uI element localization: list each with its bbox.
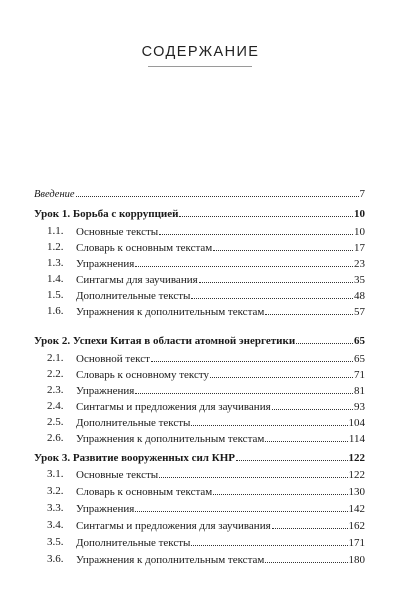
leader-dots (135, 256, 353, 267)
toc-item-label: Словарь к основным текстам (76, 242, 213, 254)
toc-item-label: Упражнения (76, 258, 135, 270)
toc-item-label: Упражнения (76, 385, 135, 397)
leader-dots (272, 518, 348, 529)
toc-item-label: Словарь к основным текстам (76, 486, 213, 498)
leader-dots (191, 288, 353, 299)
toc-page-number: 93 (354, 401, 365, 413)
toc-item-1-2[interactable] (0, 240, 401, 254)
leader-dots (199, 272, 353, 283)
toc-item-label: Синтагмы для заучивания (76, 274, 198, 286)
toc-item-3-3[interactable] (0, 501, 401, 515)
toc-item-number: 2.2. (47, 368, 64, 380)
leader-dots (151, 351, 353, 362)
toc-item-number: 2.6. (47, 432, 64, 444)
toc-item-number: 1.3. (47, 257, 64, 269)
toc-item-label: Основной текст (76, 353, 150, 365)
toc-page-number: 180 (348, 554, 365, 566)
toc-item-1-6[interactable] (0, 304, 401, 318)
toc-page-number: 23 (354, 258, 365, 270)
toc-item-number: 3.2. (47, 485, 64, 497)
toc-page-number: 35 (354, 274, 365, 286)
toc-lesson-label: Урок 2. Успехи Китая в области атомной энергетики (34, 335, 296, 347)
toc-item-label: Упражнения (76, 503, 135, 515)
toc-item-2-3[interactable] (0, 383, 401, 397)
toc-entry-label: Введение (34, 189, 75, 200)
toc-item-label: Дополнительные тексты (76, 417, 191, 429)
toc-page-number: 171 (348, 537, 365, 549)
toc-lesson-3[interactable] (0, 450, 401, 464)
toc-lesson-label: Урок 1. Борьба с коррупцией (34, 208, 179, 220)
leader-dots (213, 484, 347, 495)
toc-item-number: 2.4. (47, 400, 64, 412)
leader-dots (272, 399, 353, 410)
toc-item-label: Синтагмы и предложения для заучивания (76, 520, 271, 532)
toc-page-number: 142 (348, 503, 365, 515)
toc-page-number: 71 (354, 369, 365, 381)
toc-item-3-2[interactable] (0, 484, 401, 498)
toc-page-number: 48 (354, 290, 365, 302)
toc-item-number: 3.3. (47, 502, 64, 514)
leader-dots (296, 333, 353, 344)
toc-item-label: Упражнения к дополнительным текстам (76, 554, 265, 566)
toc-item-number: 3.4. (47, 519, 64, 531)
leader-dots (135, 383, 353, 394)
leader-dots (265, 552, 347, 563)
leader-dots (159, 467, 347, 478)
toc-item-2-6[interactable] (0, 431, 401, 445)
toc-item-1-3[interactable] (0, 256, 401, 270)
toc-item-2-5[interactable] (0, 415, 401, 429)
toc-item-label: Основные тексты (76, 226, 159, 238)
toc-item-2-4[interactable] (0, 399, 401, 413)
toc-item-number: 3.1. (47, 468, 64, 480)
toc-item-number: 1.6. (47, 305, 64, 317)
leader-dots (236, 450, 348, 461)
toc-page-number: 57 (354, 306, 365, 318)
page-title: СОДЕРЖАНИЕ (141, 44, 260, 60)
toc-item-label: Основные тексты (76, 469, 159, 481)
toc-page-number: 65 (354, 353, 365, 365)
toc-item-3-4[interactable] (0, 518, 401, 532)
toc-page-number: 114 (348, 433, 365, 445)
toc-item-number: 1.5. (47, 289, 64, 301)
leader-dots (179, 206, 353, 217)
toc-lesson-2[interactable] (0, 333, 401, 347)
toc-item-number: 1.1. (47, 225, 64, 237)
toc-item-label: Синтагмы и предложения для заучивания (76, 401, 271, 413)
toc-item-label: Упражнения к дополнительным текстам (76, 306, 265, 318)
toc-item-1-1[interactable] (0, 224, 401, 238)
toc-item-label: Дополнительные тексты (76, 537, 191, 549)
toc-item-number: 3.6. (47, 553, 64, 565)
toc-item-number: 3.5. (47, 536, 64, 548)
leader-dots (135, 501, 347, 512)
toc-item-label: Упражнения к дополнительным текстам (76, 433, 265, 445)
toc-item-2-2[interactable] (0, 367, 401, 381)
toc-item-number: 2.1. (47, 352, 64, 364)
leader-dots (213, 240, 353, 251)
leader-dots (265, 431, 348, 442)
toc-page-number: 162 (348, 520, 365, 532)
toc-page-number: 104 (348, 417, 365, 429)
toc-page-number: 130 (348, 486, 365, 498)
leader-dots (191, 415, 347, 426)
toc-item-2-1[interactable] (0, 351, 401, 365)
leader-dots (265, 304, 353, 315)
toc-page-number: 65 (354, 335, 365, 347)
toc-page-number: 17 (354, 242, 365, 254)
toc-intro[interactable] (0, 186, 401, 200)
toc-item-number: 1.4. (47, 273, 64, 285)
toc-item-label: Дополнительные тексты (76, 290, 191, 302)
toc-page-number: 7 (359, 188, 365, 200)
toc-item-3-6[interactable] (0, 552, 401, 566)
toc-item-number: 2.3. (47, 384, 64, 396)
toc-page-number: 81 (354, 385, 365, 397)
leader-dots (191, 535, 347, 546)
toc-lesson-label: Урок 3. Развитие вооруженных сил КНР (34, 452, 235, 464)
toc-item-3-5[interactable] (0, 535, 401, 549)
toc-item-3-1[interactable] (0, 467, 401, 481)
toc-page-number: 122 (348, 469, 365, 481)
toc-lesson-1[interactable] (0, 206, 401, 220)
leader-dots (210, 367, 353, 378)
toc-item-1-4[interactable] (0, 272, 401, 286)
leader-dots (159, 224, 353, 235)
leader-dots (76, 186, 359, 197)
toc-item-label: Словарь к основному тексту (76, 369, 210, 381)
toc-item-1-5[interactable] (0, 288, 401, 302)
toc-page-number: 10 (354, 226, 365, 238)
toc-item-number: 1.2. (47, 241, 64, 253)
toc-page-number: 10 (354, 208, 365, 220)
toc-item-number: 2.5. (47, 416, 64, 428)
toc-page-number: 122 (348, 452, 365, 464)
